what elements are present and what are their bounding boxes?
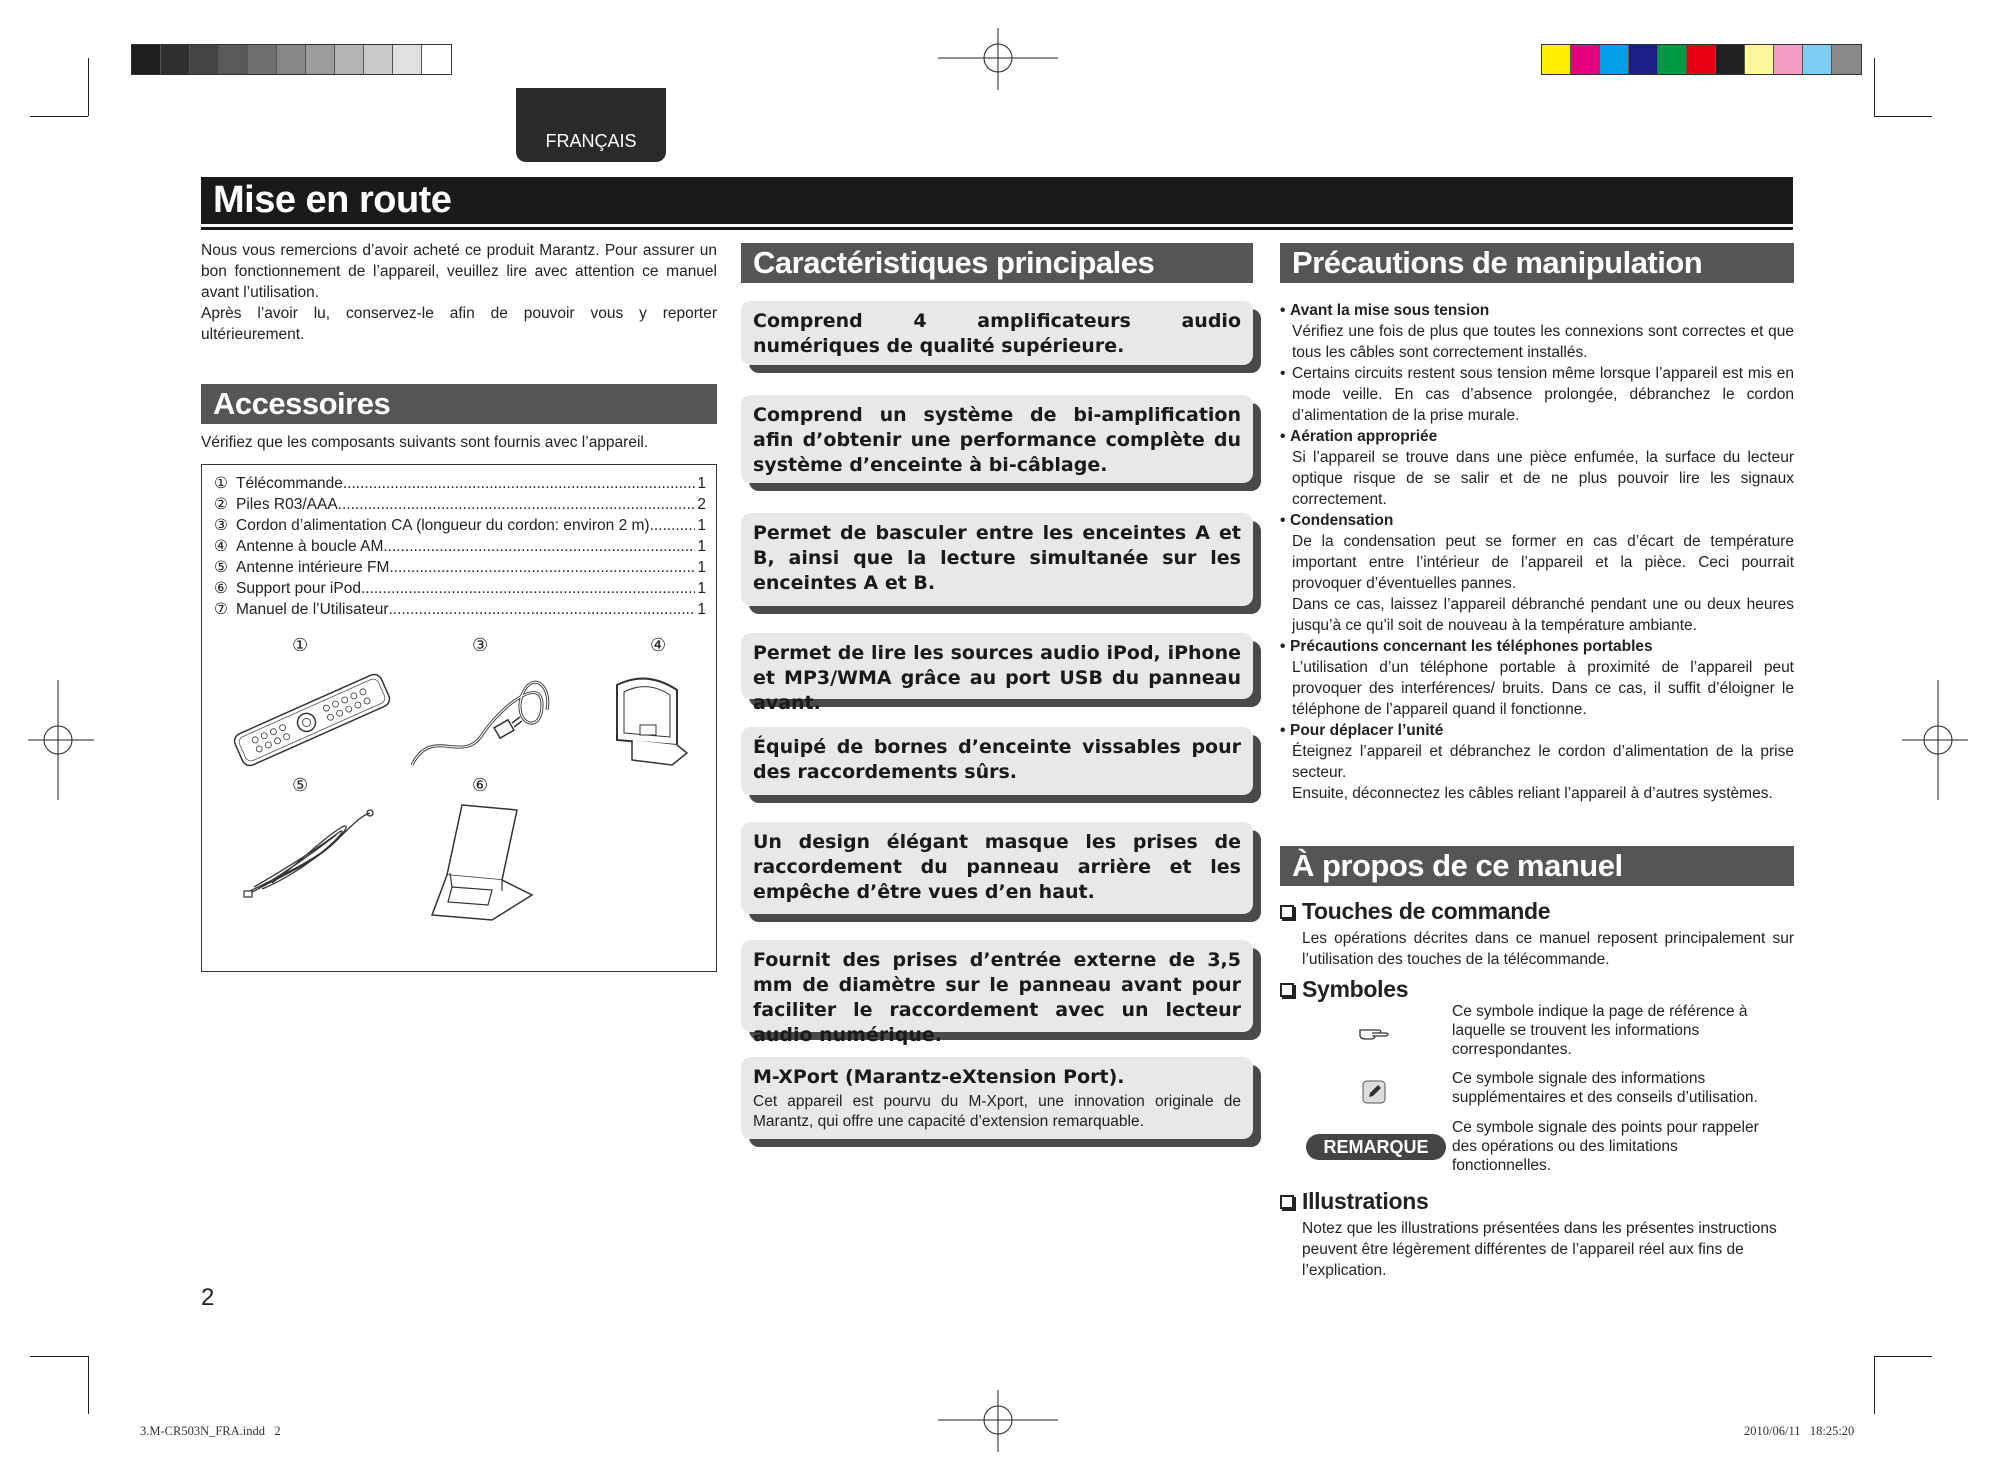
leader-dots [361,578,695,599]
grayscale-swatch [422,45,451,74]
figure-label: ① [292,635,309,655]
remarque-badge: REMARQUE [1306,1134,1446,1160]
accessory-number: ③ [214,517,228,534]
feature-card-title: Permet de lire les sources audio iPod, iPhone et MP3/WMA grâce au port USB du panneau avant. [753,642,1241,714]
registration-mark-left [0,680,100,800]
accessory-row [214,473,706,494]
grayscale-swatch [248,45,277,74]
about-heading: À propos de ce manuel [1280,846,1794,886]
ipod-stand-illustration [422,795,542,925]
remote-control-illustration [222,665,402,775]
feature-card [741,940,1253,1046]
touches-heading-text: Touches de commande [1302,898,1551,924]
accessory-label: Télécommande [236,475,343,492]
touches-text: Les opérations décrites dans ce manuel reposent principalement sur l’utilisation des touches de la télécommande. [1302,930,1794,968]
figure-label: ⑥ [472,775,489,795]
color-swatch [1745,45,1774,74]
accessory-number: ⑥ [214,580,228,597]
accessories-heading: Accessoires [201,384,717,424]
illustrations-heading [1280,1188,1428,1215]
grayscale-calibration-bar [131,44,452,75]
precautions-list [1280,300,1794,804]
grayscale-swatch [132,45,161,74]
accessory-row [214,578,706,599]
symboles-heading [1280,976,1408,1003]
accessory-row [214,494,706,515]
feature-card-title: M-XPort (Marantz-eXtension Port). [753,1066,1125,1088]
accessory-quantity: 1 [697,475,706,492]
accessory-row [214,599,706,620]
leader-dots [338,494,696,515]
feature-card [741,1057,1253,1139]
page-title: Mise en route [201,177,1793,224]
accessory-label: Antenne intérieure FM [236,559,390,576]
precaution-bullet [1280,363,1794,426]
precaution-title: • Condensation [1280,510,1794,531]
checkbox-bullet-icon [1280,1195,1294,1209]
figure-label: ⑤ [292,775,309,795]
accessory-label: Manuel de l’Utilisateur [236,601,389,618]
fm-antenna-illustration [242,805,382,905]
feature-card [741,822,1253,914]
accessory-quantity: 1 [697,580,706,597]
accessory-number: ④ [214,538,228,555]
bullet-icon: • [1280,365,1286,382]
grayscale-swatch [306,45,335,74]
grayscale-swatch [335,45,364,74]
precaution-text: Ensuite, déconnectez les câbles reliant l’appareil à d’autres systèmes. [1292,785,1773,802]
color-swatch [1716,45,1745,74]
feature-card-body: Cet appareil est pourvu du M-Xport, une innovation originale de Marantz, qui offre une capacité d’extension remarquable. [753,1093,1241,1130]
color-swatch [1542,45,1571,74]
feature-card [741,727,1253,795]
grayscale-swatch [161,45,190,74]
feature-card-title: Permet de basculer entre les enceintes A et B, ainsi que la lecture simultanée sur les enceintes A et B. [753,522,1241,594]
precaution-text: Certains circuits restent sous tension même lorsque l’appareil est mis en mode veille. En cas d’absence prolongée, débranchez le cordon d’alimentation de la prise murale. [1292,365,1794,424]
precaution-title: • Aération appropriée [1280,426,1794,447]
precaution-text: Vérifiez une fois de plus que toutes les connexions sont correctes et que tous les câbles sont correctement installés. [1292,323,1794,361]
precaution-title: • Précautions concernant les téléphones portables [1280,636,1794,657]
intro-paragraph-1: Nous vous remercions d’avoir acheté ce produit Marantz. Pour assurer un bon fonctionnement de l’appareil, veuillez lire avec attention ce manuel avant l’utilisation. [201,242,717,301]
grayscale-swatch [393,45,422,74]
accessories-intro: Vérifiez que les composants suivants sont fournis avec l’appareil. [201,434,649,451]
grayscale-swatch [364,45,393,74]
am-loop-antenna-illustration [602,665,692,775]
precaution-text: L’utilisation d’un téléphone portable à proximité de l’appareil peut provoquer des interférences/ bruits. Dans ce cas, il suffit d’éloigner le téléphone de l’appareil quand il fonctionne. [1292,659,1794,718]
feature-card [741,633,1253,714]
checkbox-bullet-icon [1280,905,1294,919]
accessory-label: Support pour iPod [236,580,361,597]
color-swatch [1658,45,1687,74]
color-calibration-bar [1541,44,1862,75]
accessory-quantity: 2 [697,496,706,513]
power-cord-illustration [402,665,562,775]
accessory-label: Piles R03/AAA [236,496,338,513]
figure-label: ④ [650,635,667,655]
color-swatch [1687,45,1716,74]
feature-card-title: Équipé de bornes d’enceinte vissables pour des raccordements sûrs. [753,736,1241,783]
figure-label: ③ [472,635,489,655]
leader-dots [343,473,696,494]
color-swatch [1571,45,1600,74]
accessory-number: ⑤ [214,559,228,576]
symbol-description: Ce symbole signale des points pour rappeler des opérations ou des limitations fonctionnelles. [1452,1119,1759,1174]
feature-card-title: Comprend 4 amplificateurs audio numériques de qualité supérieure. [753,310,1241,357]
accessory-quantity: 1 [697,601,706,618]
accessory-number: ⑦ [214,601,228,618]
accessory-row [214,515,706,536]
precaution-text: Dans ce cas, laissez l’appareil débranché pendant une ou deux heures jusqu’à ce qu’il soit de nouveau à la température ambiante. [1292,596,1794,634]
color-swatch [1600,45,1629,74]
color-swatch [1629,45,1658,74]
symbol-description: Ce symbole signale des informations supplémentaires et des conseils d’utilisation. [1452,1070,1758,1106]
registration-mark-right [1896,680,1991,800]
footer-filename: 3.M-CR503N_FRA.indd 2 [140,1424,281,1438]
feature-card-title: Fournit des prises d’entrée externe de 3,5 mm de diamètre sur le panneau avant pour faciliter le raccordement avec un lecteur audio numérique. [753,949,1241,1046]
precaution-text: Éteignez l’appareil et débranchez le cordon d’alimentation de la prise secteur. [1292,743,1794,781]
precautions-heading: Précautions de manipulation [1280,243,1794,283]
illustrations-text: Notez que les illustrations présentées dans les présentes instructions peuvent être légèrement différentes de l’appareil réel aux fins de l’explication. [1302,1220,1777,1279]
accessory-label: Antenne à boucle AM [236,538,384,555]
feature-card [741,513,1253,606]
registration-mark-top [938,0,1058,120]
accessory-row [214,536,706,557]
grayscale-swatch [190,45,219,74]
accessory-label: Cordon d’alimentation CA (longueur du cordon: environ 2 m) [236,517,650,534]
intro-text [201,240,717,345]
precaution-title: • Pour déplacer l’unité [1280,720,1794,741]
language-tab: FRANÇAIS [516,88,666,162]
pointing-hand-icon [1358,1024,1392,1044]
registration-mark-bottom [938,1360,1058,1477]
illustrations-heading-text: Illustrations [1302,1188,1429,1214]
accessory-number: ② [214,496,228,513]
leader-dots [389,557,695,578]
precaution-text: De la condensation peut se former en cas d’écart de température important entre l’intérieur de l’appareil et la pièce. Ceci pourrait provoquer d’éventuelles pannes. [1292,533,1794,592]
symbol-description: Ce symbole indique la page de référence à laquelle se trouvent les informations correspondantes. [1452,1003,1748,1058]
feature-card [741,395,1253,483]
color-swatch [1803,45,1832,74]
features-heading: Caractéristiques principales [741,243,1253,283]
accessory-quantity: 1 [697,559,706,576]
symboles-heading-text: Symboles [1302,976,1409,1002]
intro-paragraph-2: Après l’avoir lu, conservez-le afin de pouvoir vous y reporter ultérieurement. [201,305,717,343]
title-rule [201,227,1793,230]
precaution-text: Si l’appareil se trouve dans une pièce enfumée, la surface du lecteur optique risque de se salir et de ne plus pouvoir lire les signaux correctement. [1292,449,1794,508]
touches-heading [1280,898,1550,925]
pencil-note-icon [1362,1080,1386,1104]
accessory-quantity: 1 [697,538,706,555]
footer-timestamp: 2010/06/11 18:25:20 [1744,1424,1855,1438]
feature-card-title: Comprend un système de bi-amplification afin d’obtenir une performance complète du système d’enceinte à bi-câblage. [753,404,1241,476]
leader-dots [650,515,696,536]
color-swatch [1774,45,1803,74]
feature-card-title: Un design élégant masque les prises de raccordement du panneau arrière et les empêche d’être vues d’en haut. [753,831,1241,903]
accessories-box [201,464,717,972]
color-swatch [1832,45,1861,74]
grayscale-swatch [219,45,248,74]
precaution-title: • Avant la mise sous tension [1280,300,1794,321]
accessory-number: ① [214,475,228,492]
accessories-list [214,473,706,620]
grayscale-swatch [277,45,306,74]
feature-card [741,301,1253,365]
leader-dots [389,599,696,620]
accessory-row [214,557,706,578]
accessory-quantity: 1 [697,517,706,534]
checkbox-bullet-icon [1280,983,1294,997]
page-number: 2 [201,1284,215,1311]
leader-dots [383,536,695,557]
